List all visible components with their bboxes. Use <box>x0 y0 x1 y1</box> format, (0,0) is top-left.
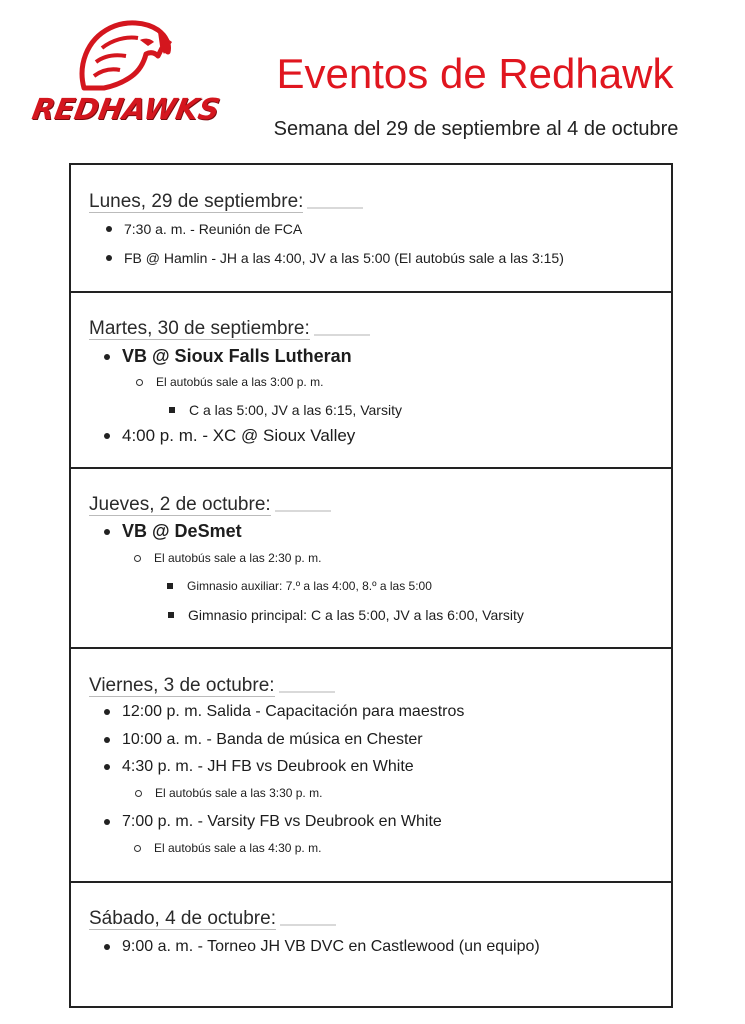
event-item: 4:00 p. m. - XC @ Sioux Valley <box>122 426 356 445</box>
event-item: 12:00 p. m. Salida - Capacitación para maestros <box>122 703 465 720</box>
day-heading: Martes, 30 de septiembre: <box>89 318 370 340</box>
schedule-table <box>69 163 673 1008</box>
logo-wordmark: REDHAWKS <box>29 92 223 126</box>
event-detail: C a las 5:00, JV a las 6:15, Varsity <box>189 402 402 418</box>
event-item: 10:00 a. m. - Banda de música en Chester <box>122 731 423 748</box>
day-thursday <box>71 469 671 649</box>
hawk-head-icon <box>74 18 174 93</box>
day-tuesday <box>71 293 671 469</box>
event-subitem: El autobús sale a las 3:30 p. m. <box>155 786 323 800</box>
event-detail: Gimnasio principal: C a las 5:00, JV a las 6:00, Varsity <box>188 607 524 623</box>
event-item: 9:00 a. m. - Torneo JH VB DVC en Castlewood (un equipo) <box>122 938 540 955</box>
day-heading: Viernes, 3 de octubre: <box>89 675 335 697</box>
page-title: Eventos de Redhawk <box>276 50 674 97</box>
event-item: 4:30 p. m. - JH FB vs Deubrook en White <box>122 758 414 775</box>
event-item: 7:30 a. m. - Reunión de FCA <box>124 221 303 237</box>
day-heading: Sábado, 4 de octubre: <box>89 908 336 930</box>
event-item: FB @ Hamlin - JH a las 4:00, JV a las 5:00 (El autobús sale a las 3:15) <box>124 250 564 266</box>
event-item: VB @ DeSmet <box>122 521 242 541</box>
header <box>0 0 745 160</box>
day-friday <box>71 649 671 883</box>
event-detail: Gimnasio auxiliar: 7.º a las 4:00, 8.º a las 5:00 <box>187 579 432 593</box>
day-monday <box>71 165 671 293</box>
event-subitem: El autobús sale a las 4:30 p. m. <box>154 841 322 855</box>
event-subitem: El autobús sale a las 3:00 p. m. <box>156 375 324 389</box>
redhawks-logo <box>26 18 226 133</box>
event-item: 7:00 p. m. - Varsity FB vs Deubrook en White <box>122 813 442 830</box>
page-subtitle: Semana del 29 de septiembre al 4 de octubre <box>273 118 679 140</box>
event-item: VB @ Sioux Falls Lutheran <box>122 346 352 366</box>
day-saturday <box>71 883 671 1006</box>
day-heading: Lunes, 29 de septiembre: <box>89 191 363 213</box>
event-subitem: El autobús sale a las 2:30 p. m. <box>154 551 322 565</box>
day-heading: Jueves, 2 de octubre: <box>89 494 331 516</box>
